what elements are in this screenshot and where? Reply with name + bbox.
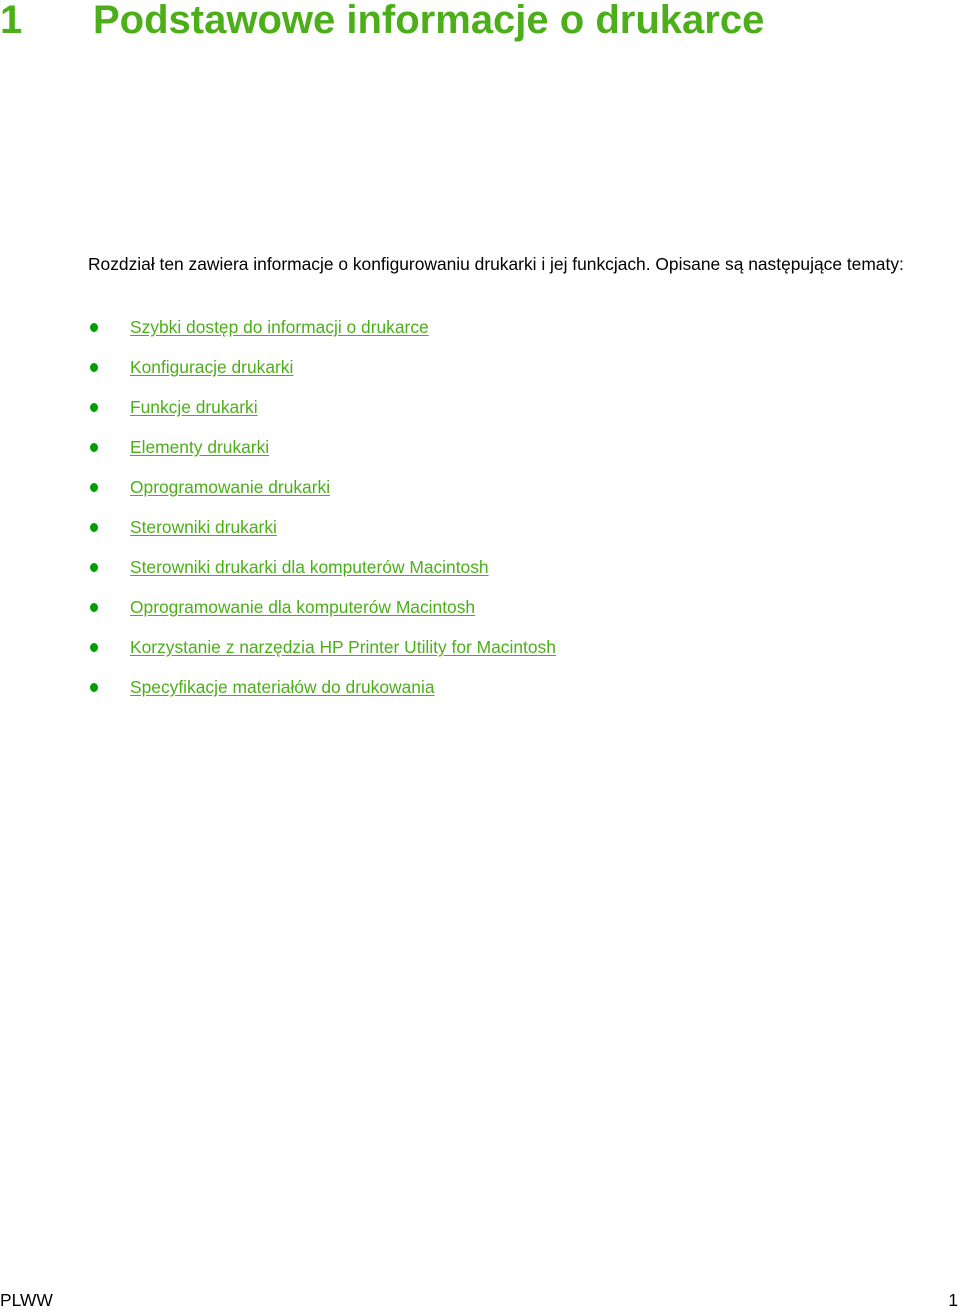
- topic-link-mac-drivers[interactable]: Sterowniki drukarki dla komputerów Macintosh: [130, 557, 489, 577]
- topic-link-mac-software[interactable]: Oprogramowanie dla komputerów Macintosh: [130, 597, 476, 617]
- bullet-icon: [90, 403, 98, 412]
- topic-link-software[interactable]: Oprogramowanie drukarki: [130, 477, 331, 497]
- bullet-icon: [90, 643, 98, 652]
- bullet-icon: [90, 603, 98, 612]
- chapter-number: 1: [0, 0, 23, 42]
- bullet-icon: [90, 363, 98, 372]
- topic-link-configurations[interactable]: Konfiguracje drukarki: [130, 357, 294, 377]
- bullet-icon: [90, 323, 98, 332]
- topic-link-features[interactable]: Funkcje drukarki: [130, 397, 258, 417]
- bullet-icon: [90, 683, 98, 692]
- topic-link-drivers[interactable]: Sterowniki drukarki: [130, 517, 277, 537]
- bullet-icon: [90, 483, 98, 492]
- footer-document-code: PLWW: [0, 1290, 53, 1310]
- bullet-icon: [90, 523, 98, 532]
- chapter-heading: [0, 0, 764, 46]
- bullet-icon: [90, 563, 98, 572]
- topic-link-printer-utility[interactable]: Korzystanie z narzędzia HP Printer Utility for Macintosh: [130, 637, 556, 657]
- footer-page-number: 1: [948, 1290, 958, 1310]
- chapter-title: Podstawowe informacje o drukarce: [93, 0, 765, 42]
- topic-link-media-specs[interactable]: Specyfikacje materiałów do drukowania: [130, 677, 435, 697]
- topic-link-parts[interactable]: Elementy drukarki: [130, 437, 270, 457]
- intro-paragraph: Rozdział ten zawiera informacje o konfigurowaniu drukarki i jej funkcjach. Opisane są następujące tematy:: [88, 254, 904, 274]
- topic-link-quick-access[interactable]: Szybki dostęp do informacji o drukarce: [130, 317, 429, 337]
- bullet-icon: [90, 443, 98, 452]
